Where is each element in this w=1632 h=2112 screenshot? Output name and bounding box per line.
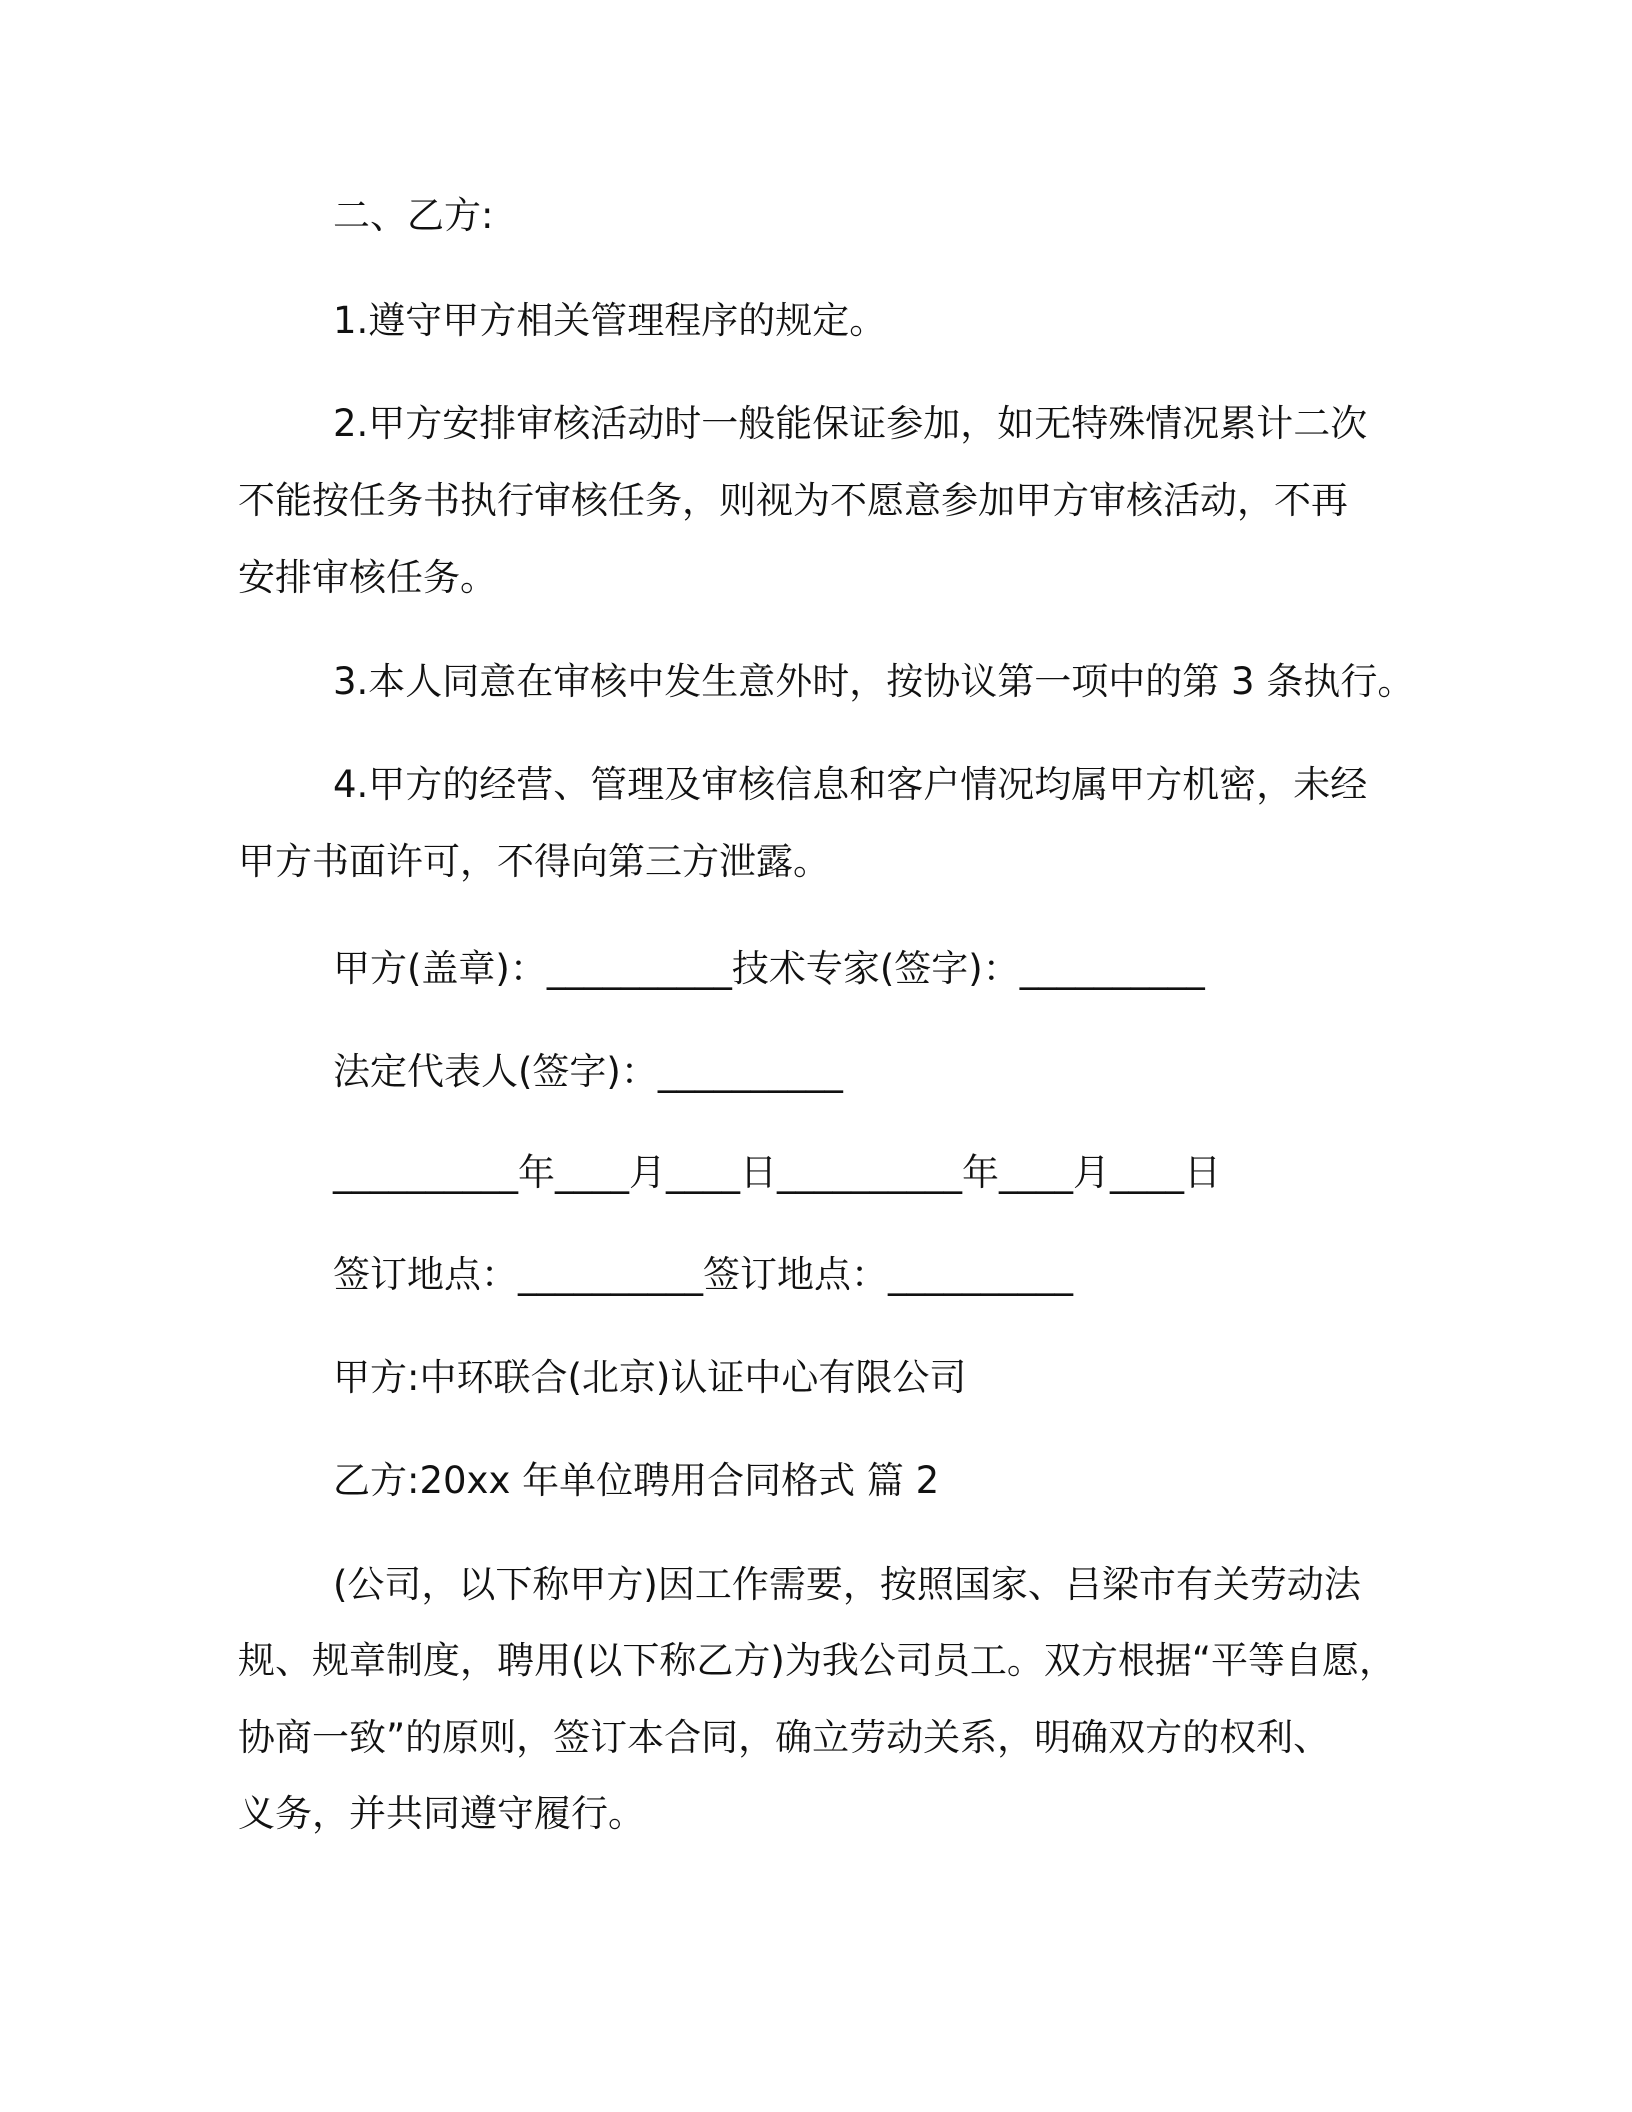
clause-2-line-2: 不能按任务书执行审核任务，则视为不愿意参加甲方审核活动，不再 — [238, 479, 1348, 522]
clause-2-line-1: 2.甲方安排审核活动时一般能保证参加，如无特殊情况累计二次 — [333, 402, 1368, 445]
clause-4-line-1: 4.甲方的经营、管理及审核信息和客户情况均属甲方机密，未经 — [333, 763, 1368, 806]
signing-places: 签订地点：__________签订地点：__________ — [333, 1253, 1073, 1296]
signature-party-a-expert: 甲方(盖章)：__________技术专家(签字)：__________ — [333, 947, 1205, 990]
party-a-name: 甲方:中环联合(北京)认证中心有限公司 — [333, 1356, 967, 1399]
clause-1-line-1: 1.遵守甲方相关管理程序的规定。 — [333, 299, 887, 342]
intro-line-1: (公司，以下称甲方)因工作需要，按照国家、吕梁市有关劳动法 — [333, 1563, 1361, 1606]
intro-line-2: 规、规章制度，聘用(以下称乙方)为我公司员工。双方根据“平等自愿， — [238, 1639, 1397, 1682]
section-heading: 二、乙方: — [333, 194, 494, 237]
signature-dates: __________年____月____日__________年____月____日 — [333, 1151, 1221, 1194]
party-b-and-title: 乙方:20xx 年单位聘用合同格式 篇 2 — [333, 1459, 940, 1502]
intro-line-4: 义务，并共同遵守履行。 — [238, 1792, 645, 1835]
intro-line-3: 协商一致”的原则，签订本合同，确立劳动关系，明确双方的权利、 — [238, 1716, 1331, 1759]
clause-2-line-3: 安排审核任务。 — [238, 556, 497, 599]
clause-4-line-2: 甲方书面许可，不得向第三方泄露。 — [238, 840, 830, 883]
signature-legal-rep: 法定代表人(签字)：__________ — [333, 1050, 843, 1093]
clause-3-line-1: 3.本人同意在审核中发生意外时，按协议第一项中的第 3 条执行。 — [333, 660, 1415, 703]
